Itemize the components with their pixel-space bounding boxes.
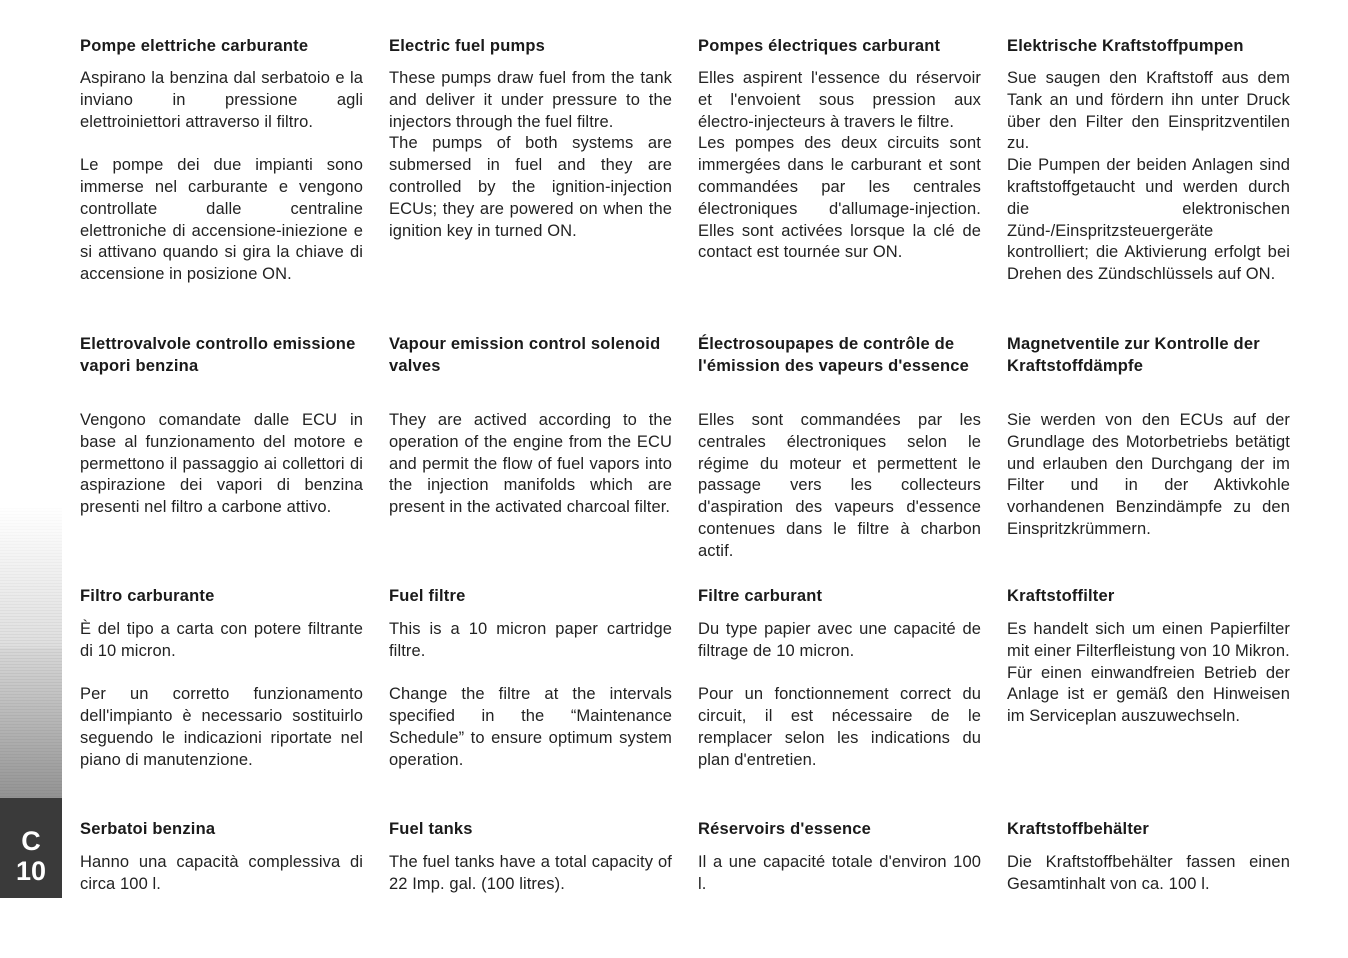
section-body-wrap (389, 619, 672, 772)
section-body: They are actived according to the operation of the engine from the ECU and permit the flow of fuel vapors into the injection manifolds which are present in the activated charcoal filter. (389, 411, 672, 517)
tab-letter: C (21, 826, 41, 856)
section-fuel-tanks-it (80, 818, 363, 840)
section-body: This is a 10 micron paper cartridge filtre. Change the filtre at the intervals specified in the “Maintenance Schedule” to ensure optimum system operation. (389, 620, 672, 769)
section-body: È del tipo a carta con potere filtrante di 10 micron. Per un corretto funzionamento dell'impianto è necessario sostituirlo seguendo le indicazioni riportate nel piano di manutenzione. (80, 620, 363, 769)
section-body: Elles aspirent l'essence du réservoir et l'envoient sous pression aux électro-injecteurs à travers le filtre. Les pompes des deux circuits sont immergées dans le carburant et sont commandées par les centrales électroniques d'allumage-injection. Elles sont activées lorsque la clé de contact est tournée sur ON. (698, 69, 981, 262)
section-body-wrap (698, 619, 981, 772)
section-title: Elektrische Kraftstoffpumpen (1007, 37, 1244, 55)
section-body-wrap (1007, 68, 1290, 286)
section-fuel-tanks-en (389, 818, 672, 840)
section-body: The fuel tanks have a total capacity of 22 Imp. gal. (100 litres). (389, 853, 672, 893)
section-title: Electric fuel pumps (389, 37, 546, 55)
section-body-wrap (80, 410, 363, 519)
section-body-wrap (698, 852, 981, 896)
section-body: Vengono comandate dalle ECU in base al funzionamento del motore e permettono il passaggio ai collettori di aspirazione dei vapori di benzina presenti nel filtro a carbone attivo. (80, 411, 363, 517)
tab-number: 10 (15, 856, 47, 886)
section-title: Serbatoi benzina (80, 820, 216, 838)
section-fuel-pumps-it (80, 35, 363, 57)
section-body-wrap (1007, 619, 1290, 728)
section-title: Fuel tanks (389, 820, 473, 838)
section-body: Sue saugen den Kraftstoff aus dem Tank an und fördern ihn unter Druck über den Filter den Einspritzventilen zu. Die Pumpen der beiden Anlagen sind kraftstoffgetaucht und werden durch die elektronischen Zünd-/Einspritzsteuergeräte kontrolliert; die Aktivierung erfolgt bei Drehen des Zündschlüssels auf ON. (1007, 69, 1290, 284)
section-body: Elles sont commandées par les centrales électroniques selon le régime du moteur et permettent le passage vers les collecteurs d'aspiration des vapeurs d'essence contenues dans le filtre à charbon actif. (698, 411, 981, 560)
section-title: Électrosoupapes de contrôle de l'émission des vapeurs d'essence (698, 335, 970, 375)
section-body-wrap (80, 68, 363, 286)
section-title: Kraftstoffbehälter (1007, 820, 1150, 838)
section-fuel-filter-de (1007, 585, 1290, 607)
section-body: Die Kraftstoffbehälter fassen einen Gesamtinhalt von ca. 100 l. (1007, 853, 1290, 893)
section-title: Réservoirs d'essence (698, 820, 872, 838)
section-tab (0, 508, 62, 898)
tab-gradient-middle (0, 648, 62, 798)
section-body-wrap (389, 68, 672, 242)
section-title: Filtre carburant (698, 587, 823, 605)
section-title: Filtro carburante (80, 587, 215, 605)
section-fuel-pumps-en (389, 35, 672, 57)
section-body: These pumps draw fuel from the tank and deliver it under pressure to the injectors through the fuel filtre. The pumps of both systems are submersed in fuel and they are controlled by the ignition-injection ECUs; they are powered on when the ignition key in turned ON. (389, 69, 672, 240)
section-title: Vapour emission control solenoid valves (389, 335, 661, 375)
section-body: Es handelt sich um einen Papierfilter mit einer Filterfleistung von 10 Mikron. Für einen einwandfreien Betrieb der Anlage ist er gemäß den Hinweisen im Serviceplan auszuwechseln. (1007, 620, 1290, 726)
section-title: Fuel filtre (389, 587, 466, 605)
section-fuel-tanks-de (1007, 818, 1290, 840)
section-body-wrap (80, 619, 363, 772)
section-body: Hanno una capacità complessiva di circa 100 l. (80, 853, 363, 893)
section-vapour-valves-fr (698, 333, 981, 377)
section-body-wrap (698, 410, 981, 563)
section-title: Elettrovalvole controllo emissione vapori benzina (80, 335, 356, 375)
section-body: Il a une capacité totale d'environ 100 l. (698, 853, 981, 893)
section-fuel-tanks-fr (698, 818, 981, 840)
section-body-wrap (698, 68, 981, 264)
section-title: Pompes électriques carburant (698, 37, 941, 55)
section-title: Pompe elettriche carburante (80, 37, 309, 55)
section-body: Sie werden von den ECUs auf der Grundlage des Motorbetriebs betätigt und erlauben den Durchgang der im Filter und in der Aktivkohle vorhandenen Benzindämpfe zu den Einspritzkrümmern. (1007, 411, 1290, 538)
section-title: Kraftstoffilter (1007, 587, 1115, 605)
section-body-wrap (1007, 410, 1290, 541)
tab-gradient-top (0, 508, 62, 648)
section-fuel-pumps-de (1007, 35, 1290, 57)
section-vapour-valves-de (1007, 333, 1290, 377)
section-title: Magnetventile zur Kontrolle der Kraftstoffdämpfe (1007, 335, 1260, 375)
section-fuel-filter-fr (698, 585, 981, 607)
section-body-wrap (80, 852, 363, 896)
section-body-wrap (1007, 852, 1290, 896)
section-body: Aspirano la benzina dal serbatoio e la inviano in pressione agli elettroiniettori attraverso il filtro. Le pompe dei due impianti sono immerse nel carburante e vengono controllate dalle centraline elettroniche di accensione-iniezione e si attivano quando si gira la chiave di accensione in posizione ON. (80, 69, 363, 284)
section-body-wrap (389, 852, 672, 896)
section-body-wrap (389, 410, 672, 519)
section-vapour-valves-en (389, 333, 672, 377)
section-fuel-pumps-fr (698, 35, 981, 57)
section-body: Du type papier avec une capacité de filtrage de 10 micron. Pour un fonctionnement correct du circuit, il est nécessaire de le remplacer selon les indications du plan d'entretien. (698, 620, 981, 769)
section-vapour-valves-it (80, 333, 363, 377)
section-fuel-filter-it (80, 585, 363, 607)
section-fuel-filter-en (389, 585, 672, 607)
